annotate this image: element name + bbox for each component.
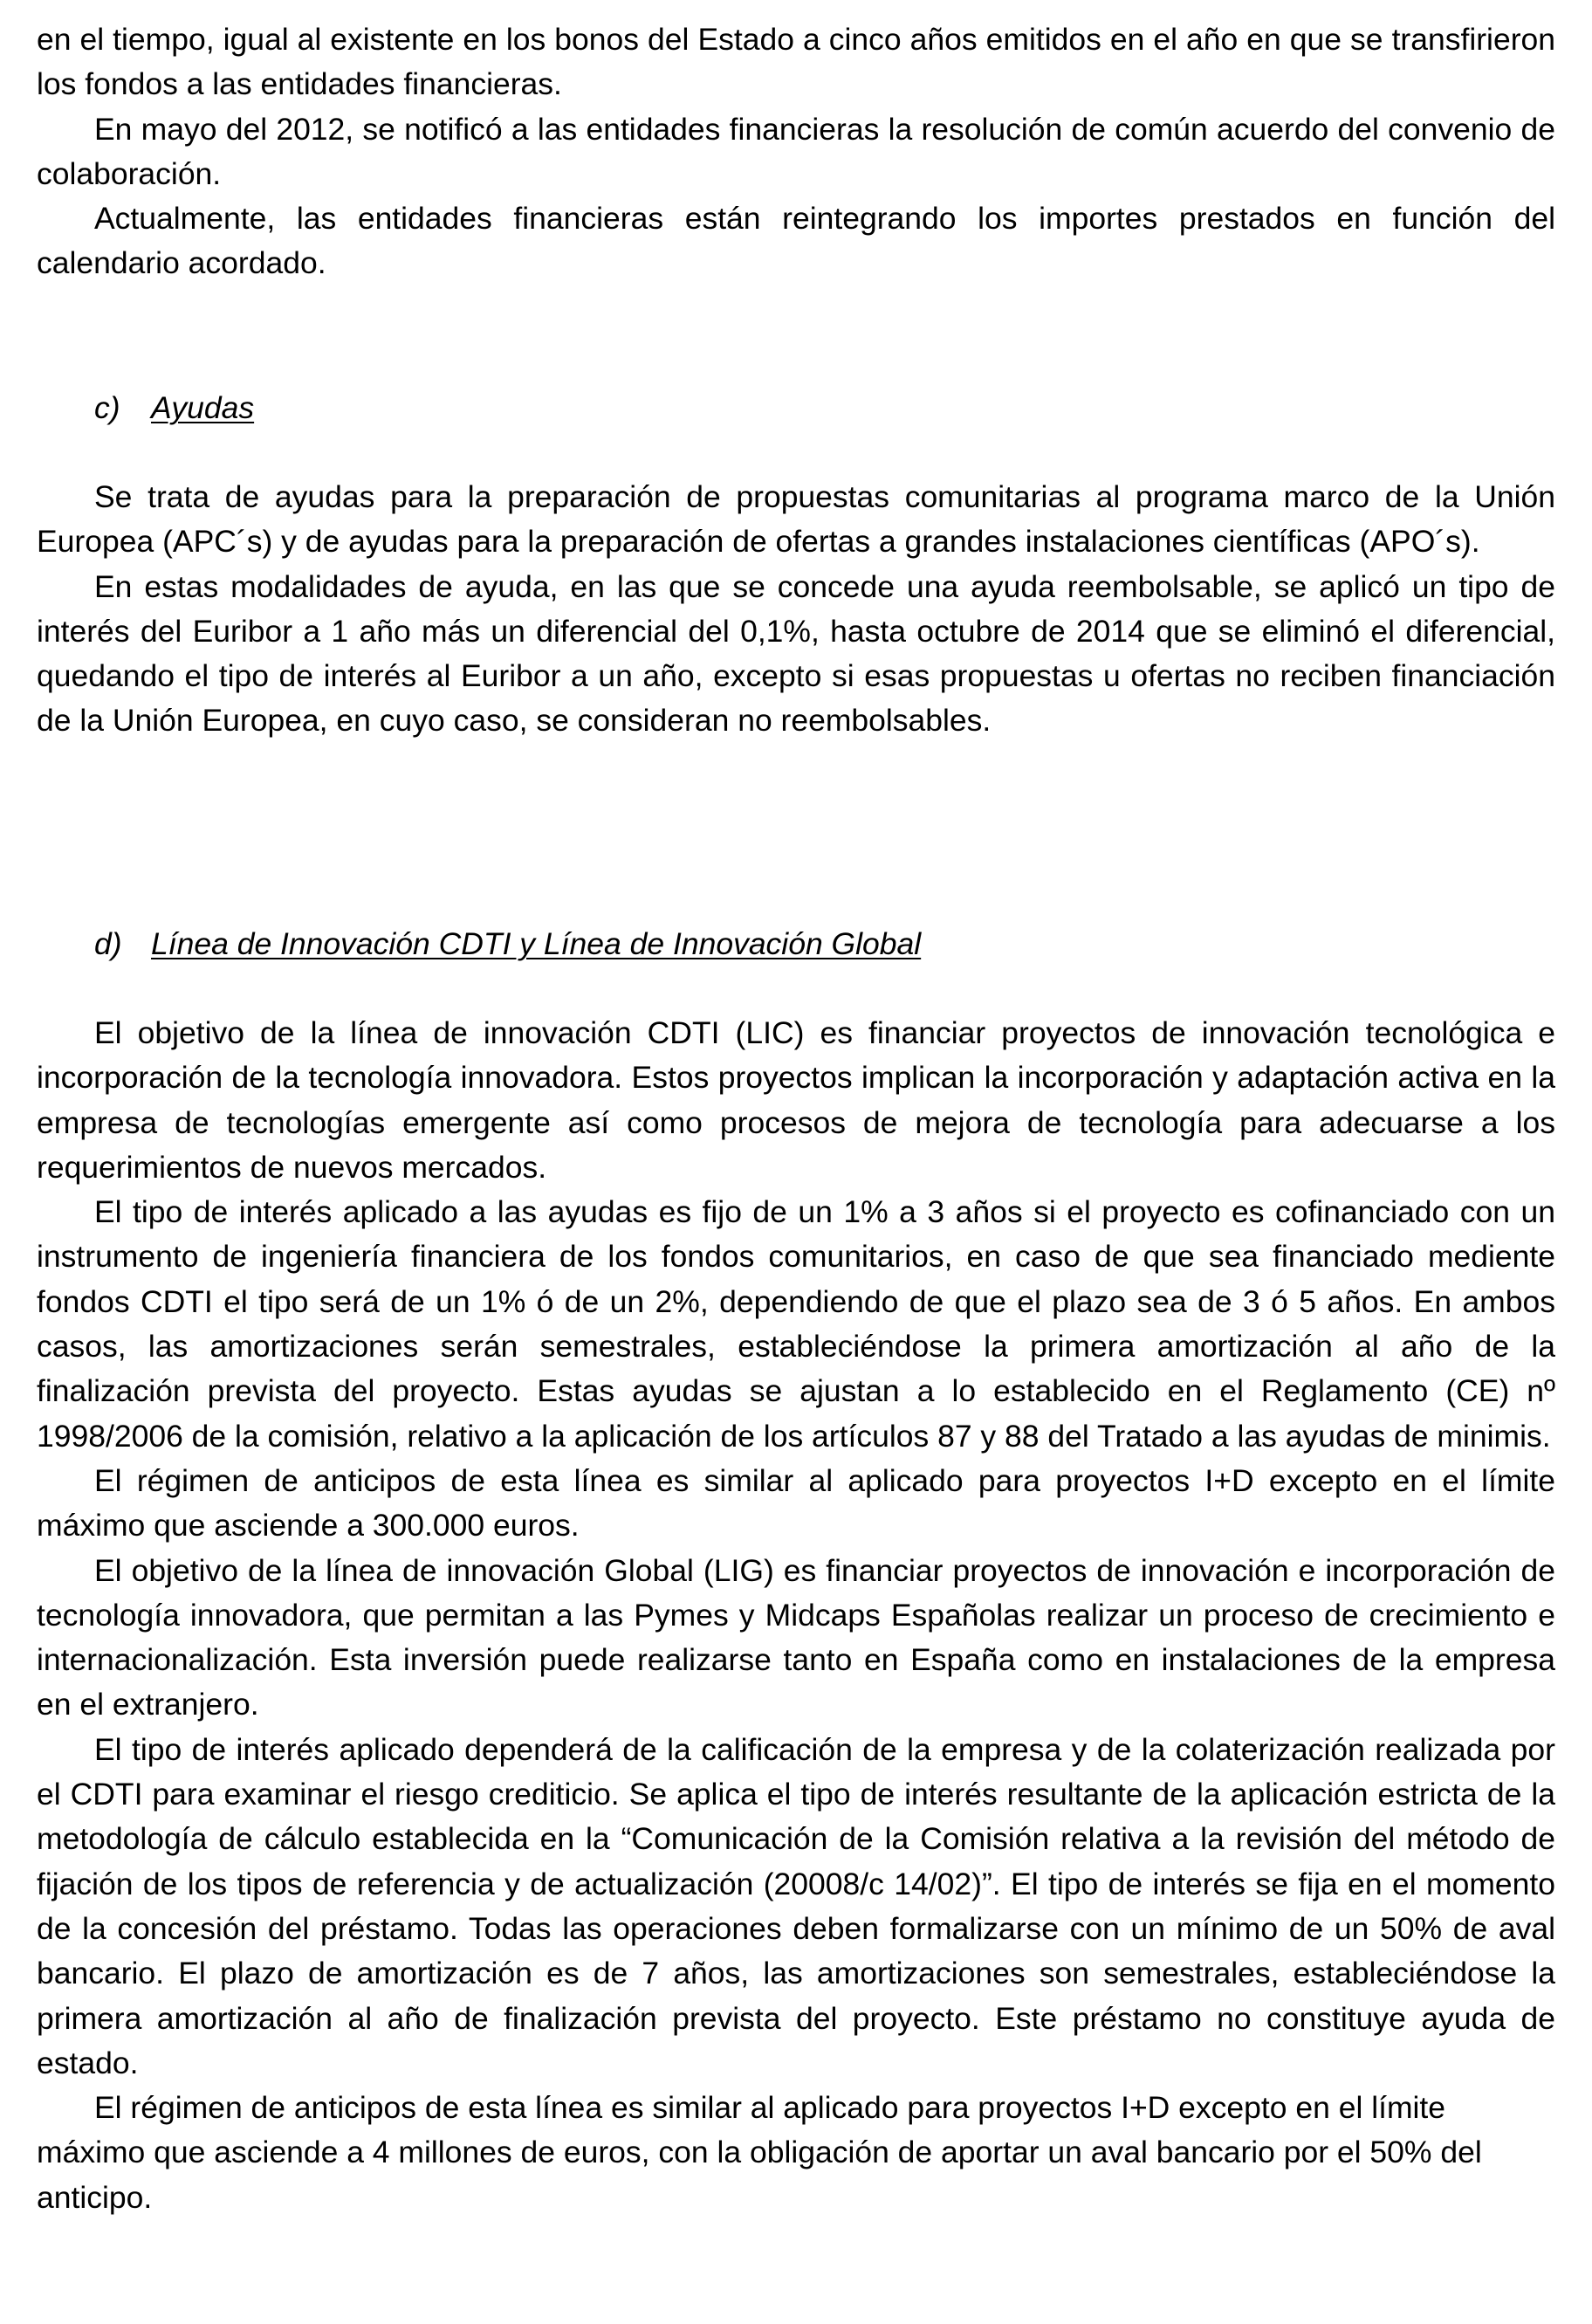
section-d-paragraph-2: El tipo de interés aplicado a las ayudas es fijo de un 1% a 3 años si el proyecto es cofinanciado con un instrumento de ingeniería financiera de los fondos comunitarios, en caso de que sea financiado mediente fondos CDTI el tipo será de un 1% ó de un 2%, dependiendo de que el plazo sea de 3 ó 5 años. En ambos casos, las amortizaciones serán semestrales, estableciéndose la primera amortización al año de la finalización prevista del proyecto. Estas ayudas se ajustan a lo establecido en el Reglamento (CE) nº 1998/2006 de la comisión, relativo a la aplicación de los artículos 87 y 88 del Tratado a las ayudas de minimis.	[37, 1194, 1555, 1454]
intro-paragraph-1: en el tiempo, igual al existente en los bonos del Estado a cinco años emitidos en el año en que se transfirieron los fondos a las entidades financieras.	[37, 22, 1555, 102]
section-d-paragraph-1: El objetivo de la línea de innovación CDTI (LIC) es financiar proyectos de innovación tecnológica e incorporación de la tecnología innovadora. Estos proyectos implican la incorporación y adaptación activa en la empresa de tecnologías emergente así como procesos de mejora de tecnología para adecuarse a los requerimientos de nuevos mercados.	[37, 1015, 1555, 1185]
intro-section	[37, 17, 1555, 286]
section-d-paragraph-6: El régimen de anticipos de esta línea es similar al aplicado para proyectos I+D excepto en el límite máximo que asciende a 4 millones de euros, con la obligación de aportar un aval bancario por el 50% del anticipo.	[37, 2090, 1482, 2215]
section-c-heading	[94, 386, 254, 430]
section-c-paragraph-1: Se trata de ayudas para la preparación de propuestas comunitarias al programa marco de la Unión Europea (APC´s) y de ayudas para la preparación de ofertas a grandes instalaciones científicas (APO´s).	[37, 479, 1555, 560]
section-d-heading	[94, 922, 921, 966]
section-c-body	[37, 475, 1555, 744]
section-d-paragraph-4: El objetivo de la línea de innovación Global (LIG) es financiar proyectos de innovación e incorporación de tecnología innovadora, que permitan a las Pymes y Midcaps Españolas realizar un proceso de crecimiento e internacionalización. Esta inversión puede realizarse tanto en España como en instalaciones de la empresa en el extranjero.	[37, 1552, 1555, 1722]
section-d-title: Línea de Innovación CDTI y Línea de Innovación Global	[151, 926, 922, 961]
section-d-paragraph-5: El tipo de interés aplicado dependerá de la calificación de la empresa y de la colaterización realizada por el CDTI para examinar el riesgo crediticio. Se aplica el tipo de interés resultante de la aplicación estricta de la metodología de cálculo establecida en la “Comunicación de la Comisión relativa a la revisión del método de fijación de los tipos de referencia y de actualización (20008/c 14/02)”. El tipo de interés se fija en el momento de la concesión del préstamo. Todas las operaciones deben formalizarse con un mínimo de un 50% de aval bancario. El plazo de amortización es de 7 años, las amortizaciones son semestrales, estableciéndose la primera amortización al año de finalización prevista del proyecto. Este préstamo no constituye ayuda de estado.	[37, 1731, 1555, 2080]
section-d-body	[37, 1011, 1555, 2220]
intro-paragraph-2: En mayo del 2012, se notificó a las entidades financieras la resolución de común acuerdo del convenio de colaboración.	[37, 111, 1555, 191]
section-c-letter: c)	[94, 390, 120, 425]
section-c-title: Ayudas	[151, 390, 255, 425]
intro-paragraph-3: Actualmente, las entidades financieras están reintegrando los importes prestados en función del calendario acordado.	[37, 201, 1555, 281]
section-d-paragraph-3: El régimen de anticipos de esta línea es similar al aplicado para proyectos I+D excepto en el límite máximo que asciende a 300.000 euros.	[37, 1462, 1555, 1544]
section-d-letter: d)	[94, 926, 122, 961]
section-c-paragraph-2: En estas modalidades de ayuda, en las que se concede una ayuda reembolsable, se aplicó un tipo de interés del Euribor a 1 año más un diferencial del 0,1%, hasta octubre de 2014 que se eliminó el diferencial, quedando el tipo de interés al Euribor a un año, excepto si esas propuestas u ofertas no reciben financiación de la Unión Europea, en cuyo caso, se consideran no reembolsables.	[37, 568, 1555, 739]
